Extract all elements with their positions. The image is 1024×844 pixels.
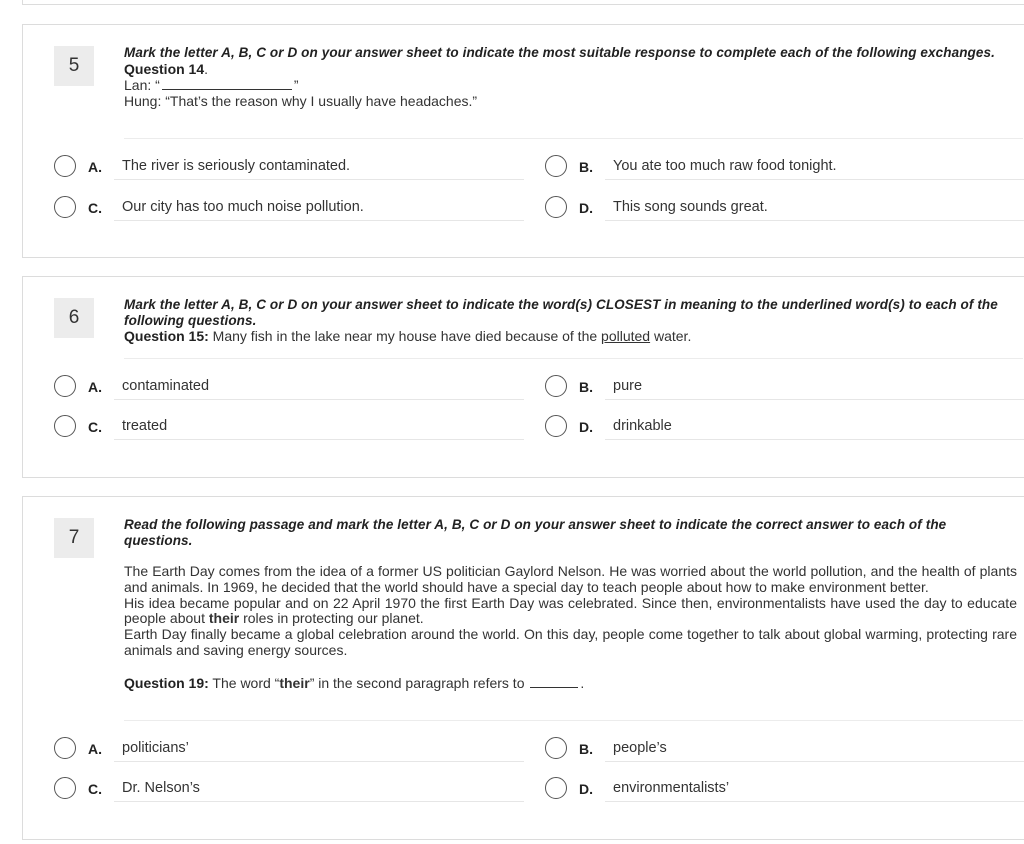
option-c[interactable]: C. Dr. Nelson’s (54, 774, 524, 804)
option-text: people’s (613, 740, 667, 756)
radio-button[interactable] (54, 155, 76, 177)
question-stem: Question 19: The word “their” in the second paragraph refers to . (124, 674, 585, 691)
reading-passage (124, 564, 1017, 659)
question-title: Question 15: (124, 328, 209, 344)
question-card-5: 5 Mark the letter A, B, C or D on your answer sheet to indicate the most suitable response to complete each of the following exchanges. Question 14. Lan: “ ” Hung: “That’s the reason why I usually have headaches.” A. The river is seriously contaminated. B. You ate too much raw food tonight. C. Our city has too much noise pollution. D. This song sounds great. (22, 24, 1024, 258)
option-c[interactable]: C. Our city has too much noise pollution. (54, 193, 524, 223)
question-number-badge: 6 (54, 298, 94, 338)
question-title: Question 14 (124, 60, 205, 77)
option-text: This song sounds great. (613, 199, 768, 215)
divider (124, 720, 1023, 721)
question-number-badge: 5 (54, 46, 94, 86)
option-d[interactable]: D. environmentalists’ (545, 774, 1024, 804)
dialogue-line-hung: Hung: “That’s the reason why I usually have headaches.” (124, 92, 478, 109)
radio-button[interactable] (545, 375, 567, 397)
option-text: You ate too much raw food tonight. (613, 158, 837, 174)
option-text: politicians’ (122, 740, 189, 756)
radio-button[interactable] (545, 777, 567, 799)
question-number-badge: 7 (54, 518, 94, 558)
option-text: environmentalists’ (613, 780, 730, 796)
radio-button[interactable] (54, 777, 76, 799)
passage-paragraph-2: His idea became popular and on 22 April 1970 the first Earth Day was celebrated. Since then, environmentalists have used the day to educate people about their roles in protecting our planet. (124, 594, 1017, 627)
option-b[interactable]: B. You ate too much raw food tonight. (545, 152, 1024, 182)
option-text: drinkable (613, 418, 672, 434)
option-d[interactable]: D. drinkable (545, 412, 1024, 442)
radio-button[interactable] (545, 155, 567, 177)
radio-button[interactable] (54, 196, 76, 218)
option-d[interactable]: D. This song sounds great. (545, 193, 1024, 223)
radio-button[interactable] (545, 415, 567, 437)
radio-button[interactable] (54, 737, 76, 759)
radio-button[interactable] (545, 737, 567, 759)
dialogue-line-lan: Lan: “ ” (124, 76, 299, 93)
radio-button[interactable] (54, 415, 76, 437)
answer-blank (162, 79, 292, 90)
question-card-6 (22, 276, 1024, 478)
passage-paragraph-1: The Earth Day comes from the idea of a former US politician Gaylord Nelson. He was worried about the world pollution, and the health of plants and animals. In 1969, he decided that the world should have a special day to teach people about how to make environment better. (124, 563, 1017, 595)
radio-button[interactable] (545, 196, 567, 218)
underlined-word: polluted (601, 328, 651, 344)
question-instruction: Mark the letter A, B, C or D on your answer sheet to indicate the word(s) CLOSEST in meaning to the underlined word(s) to each of the following questions. (124, 297, 998, 328)
divider (124, 138, 1023, 139)
option-text: The river is seriously contaminated. (122, 158, 351, 174)
question-card-7 (22, 496, 1024, 840)
answer-blank (530, 677, 578, 688)
previous-card-bottom (22, 0, 1024, 5)
radio-button[interactable] (54, 375, 76, 397)
question-instruction: Read the following passage and mark the letter A, B, C or D on your answer sheet to indicate the correct answer to each of the questions. (124, 517, 947, 548)
option-text: pure (613, 378, 643, 394)
passage-paragraph-3: Earth Day finally became a global celebration around the world. On this day, people come together to talk about global warming, protecting rare animals and saving energy sources. (124, 626, 1017, 658)
question-instruction: Mark the letter A, B, C or D on your answer sheet to indicate the most suitable response to complete each of the following exchanges. (124, 45, 995, 60)
question-stem: Question 15: Many fish in the lake near my house have died because of the polluted water. (124, 328, 692, 344)
option-a[interactable]: A. The river is seriously contaminated. (54, 152, 524, 182)
option-a[interactable]: A. politicians’ (54, 734, 524, 764)
question-title: Question 19: (124, 674, 209, 691)
divider (124, 358, 1023, 359)
option-a[interactable]: A. contaminated (54, 372, 524, 402)
option-text: contaminated (122, 378, 210, 394)
option-b[interactable]: B. people’s (545, 734, 1024, 764)
option-text: Dr. Nelson’s (122, 780, 200, 796)
option-c[interactable]: C. treated (54, 412, 524, 442)
option-text: Our city has too much noise pollution. (122, 199, 364, 215)
option-b[interactable]: B. pure (545, 372, 1024, 402)
option-text: treated (122, 418, 168, 434)
